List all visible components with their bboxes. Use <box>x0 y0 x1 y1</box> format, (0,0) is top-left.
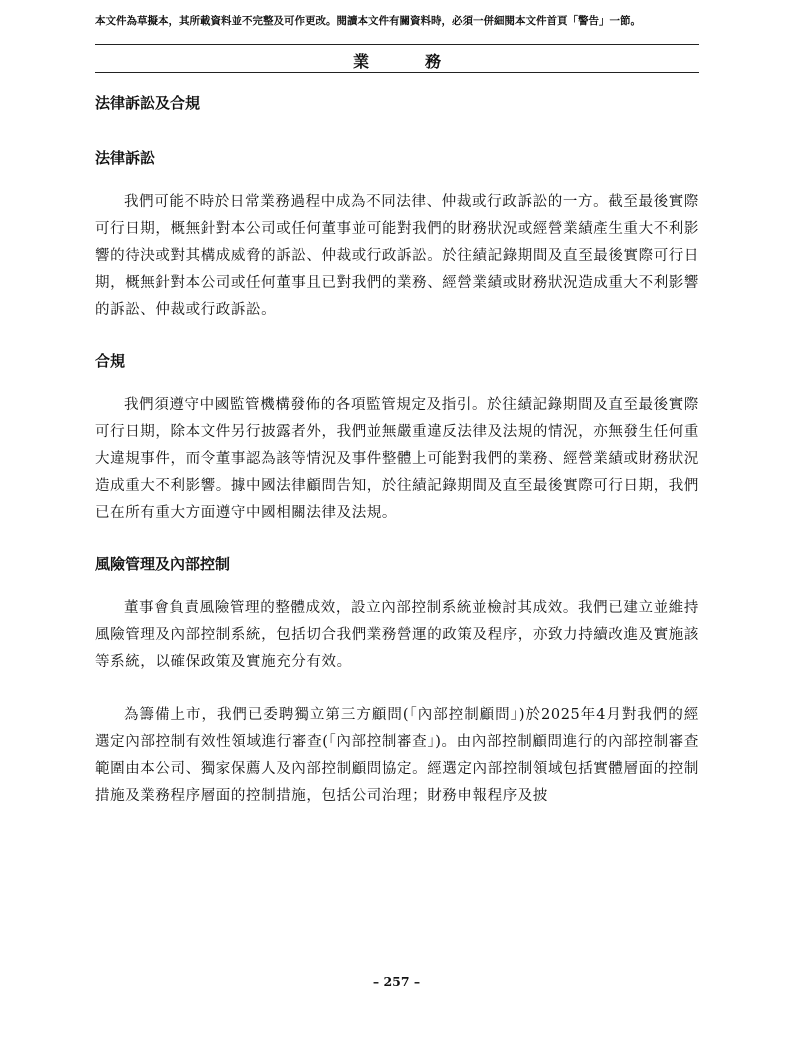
page-number: – 257 – <box>372 974 421 989</box>
risk-management-paragraph-1: 董事會負責風險管理的整體成效，設立內部控制系統並檢討其成效。我們已建立並維持風險管理及內部控制系統，包括切合我們業務營運的政策及程序，亦致力持續改進及實施該等系統，以確保政策及實施充分有效。 <box>95 600 699 670</box>
risk-management-paragraph-2: 為籌備上市，我們已委聘獨立第三方顧問(「內部控制顧問」)於2025年4月對我們的經選定內部控制有效性領域進行審查(「內部控制審查」)。由內部控制顧問進行的內部控制審查範圍由本公司、獨家保薦人及內部控制顧問協定。經選定內部控制領域包括實體層面的控制措施及業務程序層面的控制措施，包括公司治理；財務申報程序及披 <box>95 707 699 804</box>
header-rule-bottom <box>95 72 699 73</box>
document-body <box>95 92 699 836</box>
compliance-paragraph: 我們須遵守中國監管機構發佈的各項監管規定及指引。於往績記錄期間及直至最後實際可行日期，除本文件另行披露者外，我們並無嚴重違反法律及法規的情況，亦無發生任何重大違規事件，而令董事認為該等情況及事件整體上可能對我們的業務、經營業績或財務狀況造成重大不利影響。據中國法律顧問告知，於往績記錄期間及直至最後實際可行日期，我們已在所有重大方面遵守中國相關法律及法規。 <box>95 397 699 521</box>
litigation-paragraph: 我們可能不時於日常業務過程中成為不同法律、仲裁或行政訴訟的一方。截至最後實際可行日期，概無針對本公司或任何董事並可能對我們的財務狀況或經營業績產生重大不利影響的待決或對其構成威脅的訴訟、仲裁或行政訴訟。於往績記錄期間及直至最後實際可行日期，概無針對本公司或任何董事且已對我們的業務、經營業績或財務狀況造成重大不利影響的訴訟、仲裁或行政訴訟。 <box>95 194 699 318</box>
risk-management-heading: 風險管理及內部控制 <box>95 555 231 573</box>
litigation-heading: 法律訴訟 <box>95 149 156 167</box>
header-rule-top <box>95 44 699 45</box>
compliance-heading: 合規 <box>95 352 126 370</box>
draft-disclaimer: 本文件為草擬本，其所載資料並不完整及可作更改。閱讀本文件有關資料時，必須一併細閱本文件首頁「警告」一節。 <box>95 15 641 27</box>
section-title: 業 務 <box>352 52 461 71</box>
legal-compliance-heading: 法律訴訟及合規 <box>95 94 201 112</box>
